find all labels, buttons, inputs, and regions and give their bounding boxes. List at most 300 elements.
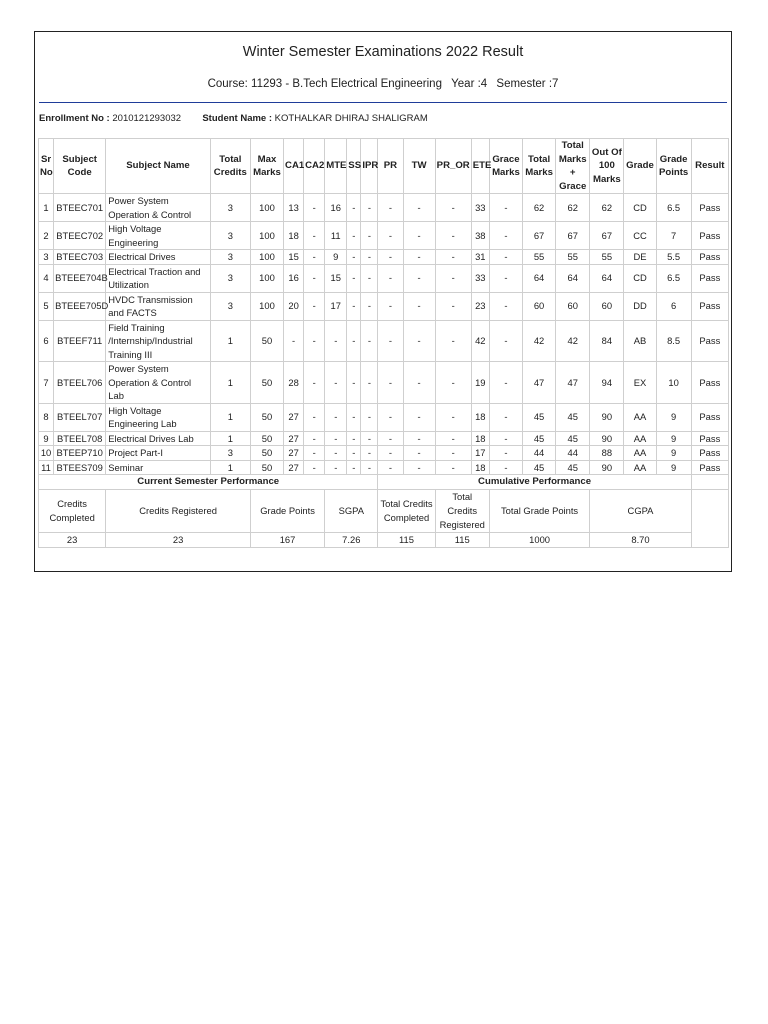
table-cell: 6	[656, 292, 691, 320]
column-header: Out Of 100 Marks	[590, 139, 624, 194]
table-cell: 9	[656, 446, 691, 461]
table-cell: -	[378, 403, 403, 431]
table-cell: 6.5	[656, 264, 691, 292]
table-cell: -	[325, 362, 347, 404]
table-cell: -	[361, 292, 378, 320]
table-cell: 9	[656, 403, 691, 431]
table-cell: BTEEC703	[54, 250, 106, 265]
table-cell: Pass	[691, 320, 728, 362]
table-cell: 8.5	[656, 320, 691, 362]
table-cell: -	[361, 320, 378, 362]
table-cell: -	[403, 250, 435, 265]
table-cell: 88	[590, 446, 624, 461]
total-grade-points-value: 1000	[489, 532, 589, 547]
table-cell: 3	[210, 264, 250, 292]
table-cell: Pass	[691, 403, 728, 431]
total-credits-completed-value: 115	[378, 532, 435, 547]
table-cell: 16	[284, 264, 304, 292]
table-cell: 1	[210, 431, 250, 446]
table-cell: 50	[250, 431, 283, 446]
table-cell: -	[489, 292, 522, 320]
semester-label: Semester :7	[496, 78, 559, 90]
table-cell: 20	[284, 292, 304, 320]
table-row	[39, 431, 729, 446]
cgpa-value: 8.70	[590, 532, 691, 547]
table-cell: -	[347, 446, 361, 461]
credits-completed-value: 23	[39, 532, 106, 547]
table-cell: 18	[471, 403, 489, 431]
column-header: Total Marks	[523, 139, 556, 194]
table-cell: -	[361, 250, 378, 265]
table-cell: 45	[556, 403, 590, 431]
table-cell: -	[435, 431, 471, 446]
column-header: Subject Name	[106, 139, 210, 194]
performance-title-row	[39, 475, 729, 490]
table-cell: -	[403, 460, 435, 475]
table-cell: Electrical Traction and Utilization	[106, 264, 210, 292]
sgpa-label: SGPA	[325, 489, 378, 532]
table-cell: 42	[523, 320, 556, 362]
table-cell: 67	[556, 222, 590, 250]
table-cell: BTEES709	[54, 460, 106, 475]
table-cell: 19	[471, 362, 489, 404]
table-cell: 38	[471, 222, 489, 250]
table-cell: 84	[590, 320, 624, 362]
table-cell: Electrical Drives Lab	[106, 431, 210, 446]
column-header: CA2	[304, 139, 325, 194]
column-header: PR_OR	[435, 139, 471, 194]
table-cell: -	[304, 431, 325, 446]
table-cell: Pass	[691, 250, 728, 265]
table-cell: -	[361, 446, 378, 461]
table-cell: -	[403, 362, 435, 404]
table-cell: 27	[284, 446, 304, 461]
total-credits-completed-label: Total Credits Completed	[378, 489, 435, 532]
table-cell: -	[489, 431, 522, 446]
table-cell: BTEEC702	[54, 222, 106, 250]
table-cell: -	[361, 194, 378, 222]
table-cell: -	[489, 250, 522, 265]
table-cell: Pass	[691, 446, 728, 461]
student-name-label: Student Name :	[202, 113, 273, 124]
table-cell: 7	[39, 362, 54, 404]
table-cell: BTEEL706	[54, 362, 106, 404]
table-row	[39, 446, 729, 461]
table-cell: -	[489, 403, 522, 431]
table-cell: -	[489, 264, 522, 292]
table-cell: 45	[556, 460, 590, 475]
column-header: CA1	[284, 139, 304, 194]
table-cell: 4	[39, 264, 54, 292]
table-cell: -	[403, 292, 435, 320]
table-cell: -	[378, 194, 403, 222]
table-cell: Pass	[691, 292, 728, 320]
table-cell: -	[304, 403, 325, 431]
student-info	[39, 113, 428, 124]
table-row	[39, 222, 729, 250]
table-row	[39, 292, 729, 320]
table-cell: 62	[590, 194, 624, 222]
table-cell: 9	[656, 460, 691, 475]
table-cell: -	[489, 222, 522, 250]
table-cell: 11	[39, 460, 54, 475]
cgpa-label: CGPA	[590, 489, 691, 532]
table-cell: High Voltage Engineering Lab	[106, 403, 210, 431]
table-cell: 11	[325, 222, 347, 250]
table-cell: -	[347, 362, 361, 404]
marks-table	[38, 138, 729, 548]
table-cell: 17	[325, 292, 347, 320]
table-cell: 17	[471, 446, 489, 461]
table-cell: 9	[325, 250, 347, 265]
table-cell: AB	[624, 320, 656, 362]
table-cell: -	[347, 431, 361, 446]
column-header: SS	[347, 139, 361, 194]
table-cell: -	[378, 264, 403, 292]
table-cell: -	[361, 222, 378, 250]
table-cell: BTEEF711	[54, 320, 106, 362]
table-cell: -	[378, 292, 403, 320]
credits-registered-label: Credits Registered	[106, 489, 251, 532]
table-cell: 1	[210, 460, 250, 475]
table-cell: 44	[556, 446, 590, 461]
table-cell: 18	[284, 222, 304, 250]
table-cell: -	[347, 320, 361, 362]
table-cell: -	[304, 194, 325, 222]
table-cell: AA	[624, 460, 656, 475]
table-cell: CD	[624, 194, 656, 222]
column-header: Total Credits	[210, 139, 250, 194]
table-cell: 67	[523, 222, 556, 250]
table-cell: 28	[284, 362, 304, 404]
table-cell: -	[325, 460, 347, 475]
column-header: IPR	[361, 139, 378, 194]
table-cell: -	[435, 403, 471, 431]
table-cell: 10	[656, 362, 691, 404]
credits-completed-label: Credits Completed	[39, 489, 106, 532]
table-cell: -	[361, 460, 378, 475]
table-cell: -	[378, 446, 403, 461]
table-cell: -	[435, 264, 471, 292]
total-credits-registered-value: 115	[435, 532, 489, 547]
table-cell: 7	[656, 222, 691, 250]
table-cell: 100	[250, 264, 283, 292]
table-cell: -	[304, 320, 325, 362]
column-header: Result	[691, 139, 728, 194]
table-cell: -	[378, 362, 403, 404]
column-header: Sr No	[39, 139, 54, 194]
page-title: Winter Semester Examinations 2022 Result	[242, 44, 524, 60]
table-cell: 42	[556, 320, 590, 362]
table-cell: 47	[556, 362, 590, 404]
credits-registered-value: 23	[106, 532, 251, 547]
table-cell: 50	[250, 362, 283, 404]
table-cell: 62	[523, 194, 556, 222]
table-cell: 64	[523, 264, 556, 292]
table-cell: Pass	[691, 264, 728, 292]
table-cell: -	[347, 264, 361, 292]
table-cell: 15	[325, 264, 347, 292]
table-cell: -	[378, 250, 403, 265]
enrollment-label: Enrollment No :	[39, 113, 110, 124]
table-cell: -	[403, 446, 435, 461]
column-header: Grace Marks	[489, 139, 522, 194]
table-cell: HVDC Transmission and FACTS	[106, 292, 210, 320]
table-cell: 9	[656, 431, 691, 446]
table-cell: -	[347, 292, 361, 320]
table-cell: 23	[471, 292, 489, 320]
table-cell: 5	[39, 292, 54, 320]
table-cell: 94	[590, 362, 624, 404]
grade-points-label: Grade Points	[250, 489, 324, 532]
table-cell: -	[403, 222, 435, 250]
table-cell: 1	[210, 403, 250, 431]
table-cell: 3	[39, 250, 54, 265]
table-cell: 90	[590, 431, 624, 446]
table-cell: -	[347, 194, 361, 222]
table-cell: 100	[250, 222, 283, 250]
table-cell: 15	[284, 250, 304, 265]
table-cell: -	[304, 264, 325, 292]
table-cell: 55	[590, 250, 624, 265]
table-cell: -	[347, 222, 361, 250]
table-cell: -	[304, 292, 325, 320]
table-cell: 16	[325, 194, 347, 222]
table-cell: -	[435, 250, 471, 265]
table-cell: 5.5	[656, 250, 691, 265]
total-grade-points-label: Total Grade Points	[489, 489, 589, 532]
table-cell: 1	[39, 194, 54, 222]
table-cell: -	[489, 362, 522, 404]
table-cell: BTEEL708	[54, 431, 106, 446]
table-cell: -	[403, 264, 435, 292]
table-cell: -	[347, 250, 361, 265]
table-cell: -	[304, 362, 325, 404]
table-cell: 18	[471, 431, 489, 446]
table-cell: -	[325, 320, 347, 362]
table-cell: -	[378, 431, 403, 446]
column-header: Grade	[624, 139, 656, 194]
table-cell: 9	[39, 431, 54, 446]
performance-label-row	[39, 489, 729, 532]
table-cell: -	[403, 194, 435, 222]
table-cell: BTEEL707	[54, 403, 106, 431]
table-cell: 27	[284, 431, 304, 446]
column-header: ETE	[471, 139, 489, 194]
enrollment-value: 2010121293032	[112, 113, 182, 124]
table-cell: Field Training /Internship/Industrial Training III	[106, 320, 210, 362]
table-cell: Pass	[691, 222, 728, 250]
table-row	[39, 460, 729, 475]
table-cell: 3	[210, 222, 250, 250]
table-cell: 50	[250, 446, 283, 461]
column-header: Max Marks	[250, 139, 283, 194]
table-cell: 3	[210, 194, 250, 222]
table-cell: -	[361, 431, 378, 446]
table-cell: 62	[556, 194, 590, 222]
table-cell: -	[435, 320, 471, 362]
table-cell: Pass	[691, 431, 728, 446]
table-cell: -	[378, 320, 403, 362]
table-cell: 90	[590, 403, 624, 431]
table-cell: 2	[39, 222, 54, 250]
table-cell: 64	[590, 264, 624, 292]
table-cell: -	[489, 320, 522, 362]
column-header: Grade Points	[656, 139, 691, 194]
table-cell: -	[489, 460, 522, 475]
table-row	[39, 264, 729, 292]
result-sheet	[34, 31, 732, 572]
performance-value-row	[39, 532, 729, 547]
table-cell: 27	[284, 403, 304, 431]
student-name-value: KOTHALKAR DHIRAJ SHALIGRAM	[274, 113, 428, 124]
table-cell: DE	[624, 250, 656, 265]
table-cell: -	[284, 320, 304, 362]
table-cell: 55	[556, 250, 590, 265]
table-cell: Pass	[691, 460, 728, 475]
table-cell: -	[325, 446, 347, 461]
table-cell: CD	[624, 264, 656, 292]
table-cell: BTEEE705D	[54, 292, 106, 320]
table-cell: Power System Operation & Control Lab	[106, 362, 210, 404]
table-cell: -	[435, 460, 471, 475]
table-cell: 27	[284, 460, 304, 475]
table-row	[39, 194, 729, 222]
table-cell: 60	[556, 292, 590, 320]
table-cell: Pass	[691, 194, 728, 222]
column-header: PR	[378, 139, 403, 194]
course-line	[35, 78, 731, 90]
table-cell: 13	[284, 194, 304, 222]
table-row	[39, 362, 729, 404]
table-cell: 31	[471, 250, 489, 265]
table-cell: CC	[624, 222, 656, 250]
table-cell: 1	[210, 362, 250, 404]
performance-spacer	[691, 475, 728, 490]
table-cell: -	[378, 460, 403, 475]
table-cell: 45	[523, 403, 556, 431]
column-header: Total Marks + Grace	[556, 139, 590, 194]
table-cell: 60	[590, 292, 624, 320]
table-cell: -	[403, 431, 435, 446]
table-cell: 8	[39, 403, 54, 431]
year-label: Year :4	[451, 78, 488, 90]
table-cell: -	[378, 222, 403, 250]
table-cell: Electrical Drives	[106, 250, 210, 265]
table-cell: AA	[624, 431, 656, 446]
table-cell: 55	[523, 250, 556, 265]
table-cell: 18	[471, 460, 489, 475]
table-cell: 6.5	[656, 194, 691, 222]
table-row	[39, 250, 729, 265]
table-cell: BTEEP710	[54, 446, 106, 461]
table-cell: 45	[523, 431, 556, 446]
total-credits-registered-label: Total Credits Registered	[435, 489, 489, 532]
table-cell: -	[489, 446, 522, 461]
table-cell: -	[304, 446, 325, 461]
table-cell: 33	[471, 194, 489, 222]
table-cell: 1	[210, 320, 250, 362]
table-cell: -	[325, 431, 347, 446]
table-cell: 100	[250, 292, 283, 320]
performance-spacer-2	[691, 489, 728, 547]
table-cell: Power System Operation & Control	[106, 194, 210, 222]
current-performance-title: Current Semester Performance	[39, 475, 378, 490]
table-cell: -	[325, 403, 347, 431]
grade-points-value: 167	[250, 532, 324, 547]
table-row	[39, 403, 729, 431]
table-cell: 47	[523, 362, 556, 404]
column-header: MTE	[325, 139, 347, 194]
table-header-row	[39, 139, 729, 194]
table-cell: -	[435, 362, 471, 404]
table-cell: AA	[624, 403, 656, 431]
table-cell: 42	[471, 320, 489, 362]
table-cell: -	[435, 194, 471, 222]
table-cell: -	[489, 194, 522, 222]
table-cell: DD	[624, 292, 656, 320]
table-cell: Project Part-I	[106, 446, 210, 461]
table-cell: 33	[471, 264, 489, 292]
table-cell: -	[361, 264, 378, 292]
column-header: Subject Code	[54, 139, 106, 194]
table-cell: 45	[556, 431, 590, 446]
table-cell: 3	[210, 292, 250, 320]
table-cell: 90	[590, 460, 624, 475]
table-cell: 67	[590, 222, 624, 250]
table-cell: 10	[39, 446, 54, 461]
table-cell: -	[403, 320, 435, 362]
table-row	[39, 320, 729, 362]
table-cell: 3	[210, 250, 250, 265]
table-cell: -	[347, 403, 361, 431]
table-cell: BTEEC701	[54, 194, 106, 222]
table-cell: EX	[624, 362, 656, 404]
table-cell: Pass	[691, 362, 728, 404]
table-cell: 64	[556, 264, 590, 292]
table-cell: 3	[210, 446, 250, 461]
table-cell: -	[403, 403, 435, 431]
table-cell: 50	[250, 403, 283, 431]
table-cell: 60	[523, 292, 556, 320]
table-cell: AA	[624, 446, 656, 461]
sgpa-value: 7.26	[325, 532, 378, 547]
table-cell: -	[435, 222, 471, 250]
table-cell: -	[361, 362, 378, 404]
table-cell: -	[304, 222, 325, 250]
course-label: Course: 11293 - B.Tech Electrical Engineering	[207, 78, 442, 90]
table-cell: BTEEE704B	[54, 264, 106, 292]
table-cell: 50	[250, 460, 283, 475]
table-cell: -	[347, 460, 361, 475]
table-cell: 100	[250, 250, 283, 265]
header-divider	[39, 102, 727, 103]
cumulative-performance-title: Cumulative Performance	[378, 475, 691, 490]
table-cell: -	[435, 446, 471, 461]
table-cell: Seminar	[106, 460, 210, 475]
table-cell: 100	[250, 194, 283, 222]
table-cell: -	[435, 292, 471, 320]
table-cell: -	[361, 403, 378, 431]
table-cell: High Voltage Engineering	[106, 222, 210, 250]
table-cell: -	[304, 460, 325, 475]
table-cell: -	[304, 250, 325, 265]
table-cell: 6	[39, 320, 54, 362]
table-cell: 50	[250, 320, 283, 362]
column-header: TW	[403, 139, 435, 194]
table-cell: 45	[523, 460, 556, 475]
table-cell: 44	[523, 446, 556, 461]
